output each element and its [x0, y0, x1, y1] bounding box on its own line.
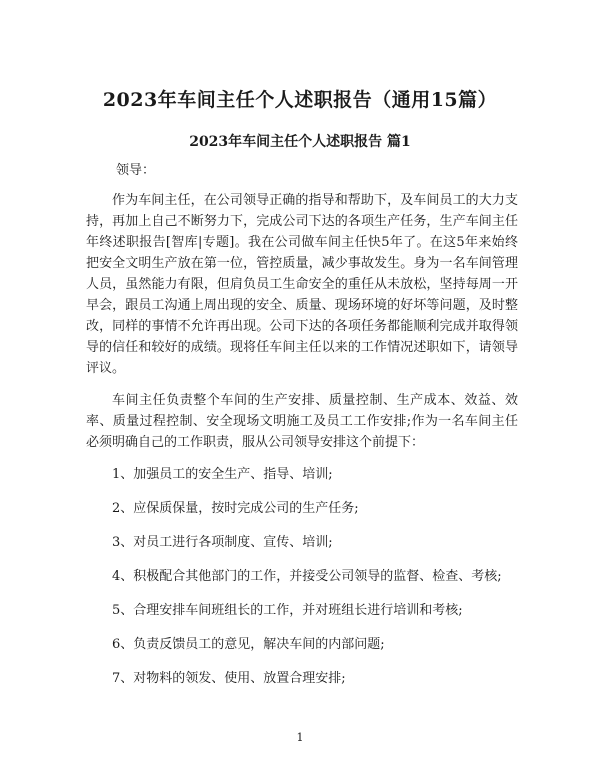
list-item: 6、负责反馈员工的意见，解决车间的内部问题; — [112, 637, 385, 652]
list-item: 4、积极配合其他部门的工作，并接受公司领导的监督、检查、考核; — [112, 569, 502, 584]
list-item: 5、合理安排车间班组长的工作，并对班组长进行培训和考核; — [112, 603, 463, 618]
page-number: 1 — [296, 731, 304, 744]
list-item: 1、加强员工的安全生产、指导、培训; — [112, 467, 333, 482]
document-body — [86, 160, 518, 702]
list-item: 2、应保质保量，按时完成公司的生产任务; — [112, 501, 359, 516]
salutation: 领导： — [116, 163, 156, 178]
document-title: 2023年车间主任个人述职报告（通用15篇） — [102, 89, 498, 111]
list-item: 3、对员工进行各项制度、宣传、培训; — [112, 535, 333, 550]
section-title: 2023年车间主任个人述职报告 篇1 — [189, 134, 411, 150]
duty-list — [86, 464, 518, 689]
paragraph-duties: 车间主任负责整个车间的生产安排、质量控制、生产成本、效益、效率、质量过程控制、安全现场文明施工及员工工作安排;作为一名车间主任必须明确自己的工作职责，服从公司领导安排这个前提下： — [86, 393, 518, 450]
paragraph-intro: 作为车间主任，在公司领导正确的指导和帮助下，及车间员工的大力支持，再加上自己不断努力下，完成公司下达的各项生产任务，生产车间主任年终述职报告[智库|专题]。我在公司做车间主任快5年了。在这5年来始终把安全文明生产放在第一位，管控质量，减少事故发生。身为一名车间管理人员，虽然能力有限，但肩负员工生命安全的重任从未放松，坚持每周一开早会，跟员工沟通上周出现的安全、质量、现场环境的好坏等问题，及时整改，同样的事情不允许再出现。公司下达的各项任务都能顺利完成并取得领导的信任和较好的成绩。现将任车间主任以来的工作情况述职如下，请领导评议。 — [86, 193, 518, 376]
list-item: 7、对物料的领发、使用、放置合理安排; — [112, 671, 346, 686]
